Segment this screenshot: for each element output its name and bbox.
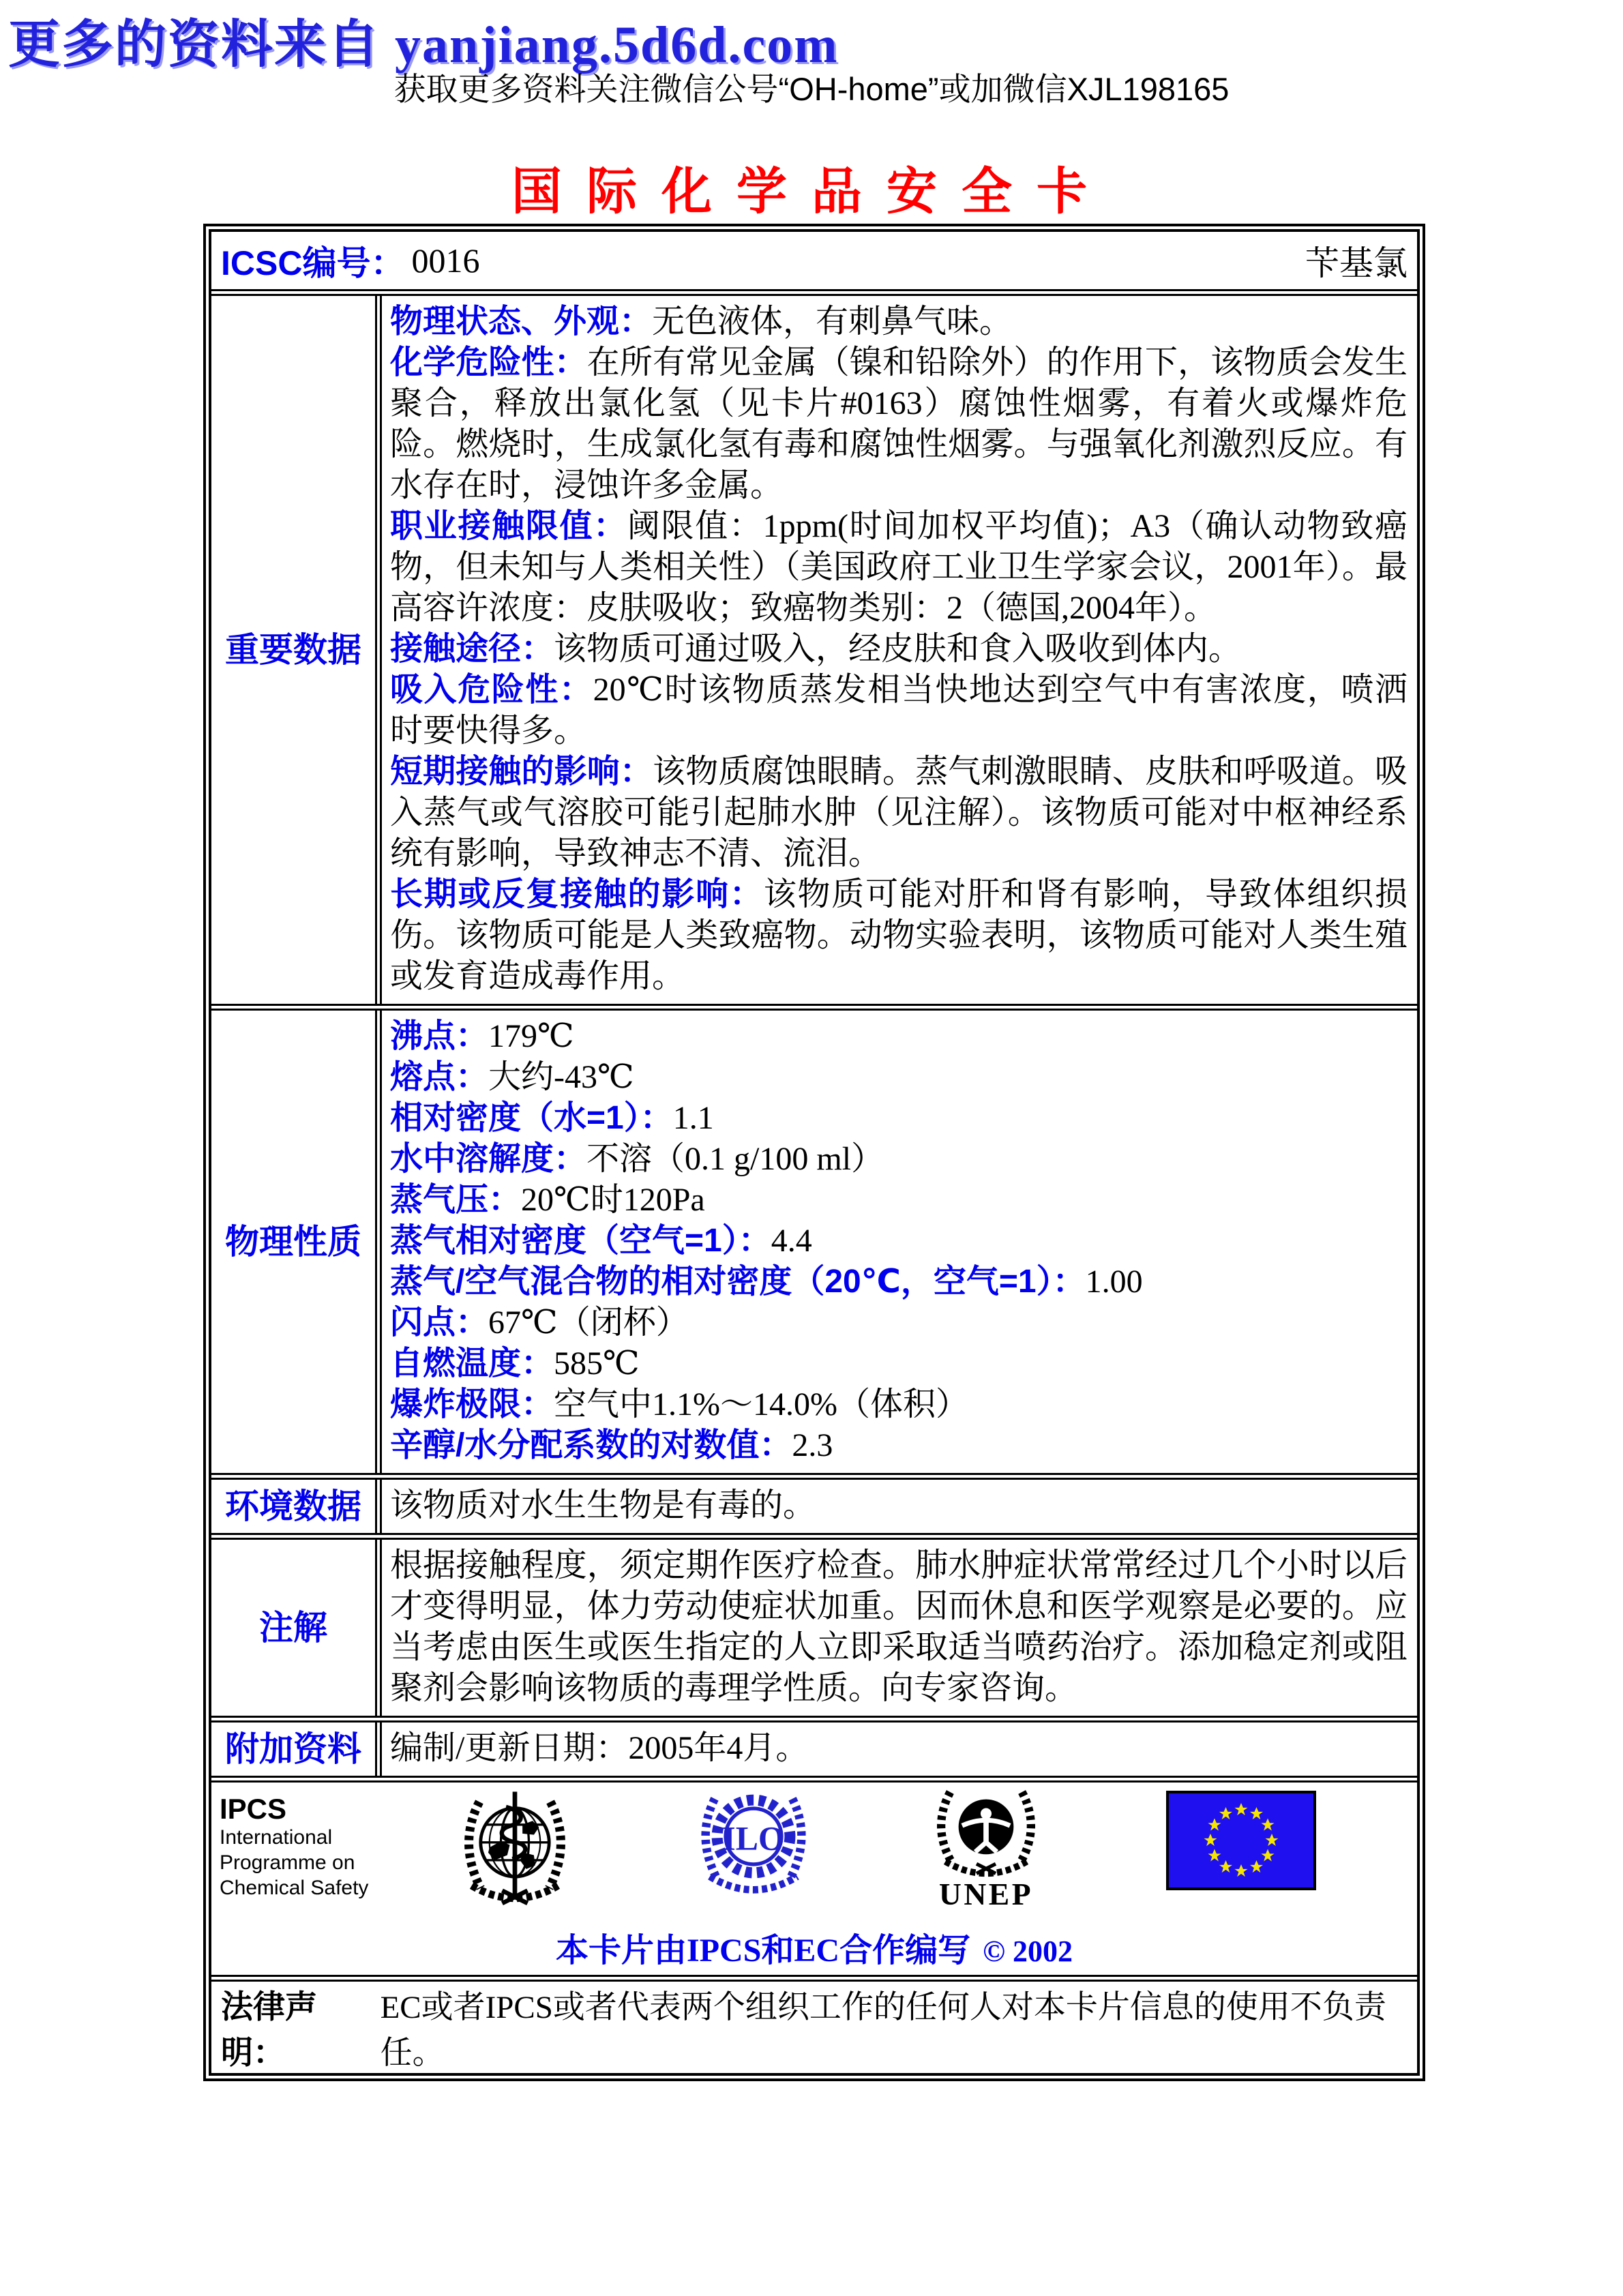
property-explosive-limits (390, 1384, 1408, 1425)
logos-content (211, 1783, 1417, 1975)
property-water-solubility (390, 1139, 1408, 1180)
field-value: 1.00 (1085, 1264, 1143, 1300)
legal-notice-text: EC或者IPCS或者代表两个组织工作的任何人对本卡片信息的使用不负责任。 (380, 1990, 1386, 2071)
field-label: 辛醇/水分配系数的对数值： (390, 1427, 792, 1463)
field-label: 蒸气压： (390, 1182, 522, 1218)
field-value: 阈限值：1ppm(时间加权平均值)；A3（确认动物致癌物，但未知与人类相关性）（美国政府工业卫生学家会议，2001年）。最高容许浓度：皮肤吸收；致癌物类别：2（德国,2004年）。 (390, 508, 1408, 626)
field-label: 蒸气/空气混合物的相对密度（20℃，空气=1）： (390, 1264, 1086, 1300)
property-boiling-point (390, 1016, 1408, 1057)
update-date-text: 编制/更新日期：2005年4月。 (390, 1730, 809, 1766)
ilo-logo-graphic (689, 1787, 818, 1908)
paragraph-physical-state (390, 301, 1408, 342)
field-label: 长期或反复接触的影响： (390, 876, 764, 912)
field-label: 职业接触限值： (390, 508, 627, 544)
field-value: 585℃ (554, 1345, 640, 1382)
unep-logo (926, 1783, 1046, 1913)
paragraph-exposure-routes (390, 629, 1408, 670)
ipcs-line: Chemical Safety (220, 1877, 369, 1899)
ipcs-acronym: IPCS (220, 1793, 287, 1825)
field-value: 该物质可通过吸入，经皮肤和食入吸收到体内。 (554, 631, 1242, 667)
field-value: 该物质腐蚀眼睛。蒸气刺激眼睛、皮肤和呼吸道。吸入蒸气或气溶胶可能引起肺水肿（见注解）。该物质可能对中枢神经系统有影响，导致神志不清、流泪。 (390, 754, 1408, 871)
field-value: 179℃ (488, 1018, 574, 1054)
chemical-name: 苄基氯 (1305, 244, 1408, 282)
ipcs-text-block (220, 1793, 368, 1900)
property-vapor-air-mixture-density (390, 1262, 1408, 1302)
paragraph-chemical-danger (390, 342, 1408, 506)
field-label: 短期接触的影响： (390, 754, 653, 790)
cooperation-text: 本卡片由IPCS和EC合作编写 (556, 1933, 971, 1969)
field-label: 化学危险性： (390, 344, 587, 381)
who-logo-graphic (447, 1787, 583, 1913)
wechat-promo-line: 获取更多资料关注微信公号“OH-home”或加微信XJL198165 (393, 71, 1230, 107)
logos-row (211, 1783, 1417, 1982)
additional-info-row (211, 1723, 1417, 1783)
environmental-data-content (382, 1480, 1417, 1533)
eu-flag (1166, 1791, 1316, 1894)
field-label: 熔点： (390, 1059, 489, 1095)
paragraph-inhalation-risk (390, 670, 1408, 751)
field-label: 接触途径： (390, 631, 554, 667)
notes-content (382, 1540, 1417, 1716)
ilo-logo (689, 1787, 818, 1911)
field-label: 闪点： (390, 1304, 489, 1341)
row-label-physical-properties: 物理性质 (211, 1011, 382, 1473)
safety-card-table (203, 224, 1425, 2081)
paragraph-occupational-limits (390, 506, 1408, 629)
field-value: 1.1 (672, 1100, 714, 1136)
ipcs-line: International (220, 1826, 333, 1849)
field-value: 在所有常见金属（镍和铅除外）的作用下，该物质会发生聚合，释放出氯化氢（见卡片#0163）腐蚀性烟雾，有着火或爆炸危险。燃烧时，生成氯化氢有毒和腐蚀性烟雾。与强氧化剂激烈反应。有水存在时，浸蚀许多金属。 (390, 344, 1408, 503)
field-label: 水中溶解度： (390, 1141, 587, 1177)
icsc-number-row (211, 232, 1417, 296)
field-value: 67℃（闭杯） (488, 1304, 689, 1341)
cooperation-caption (211, 1924, 1417, 1971)
field-value: 无色液体，有刺鼻气味。 (652, 303, 1013, 340)
environmental-statement: 该物质对水生生物是有毒的。 (390, 1487, 816, 1523)
field-value: 不溶（0.1 g/100 ml） (586, 1141, 884, 1177)
unep-wordmark: UNEP (938, 1876, 1034, 1909)
notes-row (211, 1540, 1417, 1723)
field-label: 物理状态、外观： (390, 303, 653, 340)
property-octanol-water-partition (390, 1425, 1408, 1466)
field-label: 爆炸极限： (390, 1386, 554, 1422)
field-value: 2.3 (792, 1427, 833, 1463)
property-relative-density (390, 1098, 1408, 1139)
ipcs-line: Programme on (220, 1851, 355, 1874)
icsc-number-value: 0016 (411, 241, 480, 280)
property-autoignition-temperature (390, 1343, 1408, 1384)
field-label: 相对密度（水=1）： (390, 1100, 673, 1136)
row-label-notes: 注解 (211, 1540, 382, 1716)
field-value: 大约-43℃ (488, 1059, 634, 1095)
paragraph-short-term-effects (390, 751, 1408, 874)
property-vapor-density (390, 1221, 1408, 1262)
property-vapor-pressure (390, 1180, 1408, 1221)
who-logo (447, 1787, 583, 1917)
legal-notice-row (211, 1982, 1417, 2073)
physical-properties-row (211, 1011, 1417, 1480)
property-melting-point (390, 1057, 1408, 1098)
field-value: 空气中1.1%～14.0%（体积） (554, 1386, 968, 1422)
field-value: 20℃时该物质蒸发相当快地达到空气中有害浓度，喷洒时要快得多。 (390, 672, 1408, 749)
site-banner: 更多的资料来自 yanjiang.5d6d.com (8, 16, 839, 74)
row-label-environmental-data: 环境数据 (211, 1480, 382, 1533)
icsc-number-label: ICSC编号： (221, 244, 405, 282)
additional-info-content (382, 1723, 1417, 1776)
field-label: 吸入危险性： (390, 672, 593, 708)
legal-notice-label: 法律声明： (221, 1988, 317, 2070)
paragraph-long-term-effects (390, 874, 1408, 997)
field-label: 沸点： (390, 1018, 489, 1054)
field-value: 20℃时120Pa (521, 1182, 705, 1218)
unep-logo-graphic (926, 1783, 1046, 1909)
property-flash-point (390, 1302, 1408, 1343)
environmental-data-row (211, 1480, 1417, 1540)
page-title: 国际化学品安全卡 (511, 164, 1112, 220)
ilo-monogram: ILO (722, 1819, 785, 1858)
copyright-text: © 2002 (983, 1935, 1073, 1968)
important-data-content (382, 296, 1417, 1004)
field-value: 4.4 (771, 1223, 812, 1259)
field-label: 蒸气相对密度（空气=1）： (390, 1223, 771, 1259)
physical-properties-content (382, 1011, 1417, 1473)
row-label-important-data: 重要数据 (211, 296, 382, 1004)
field-value: 该物质可能对肝和肾有影响，导致体组织损伤。该物质可能是人类致癌物。动物实验表明，该物质可能对人类生殖或发育造成毒作用。 (390, 876, 1408, 994)
row-label-additional-info: 附加资料 (211, 1723, 382, 1776)
notes-text: 根据接触程度，须定期作医疗检查。肺水肿症状常常经过几个小时以后才变得明显，体力劳动使症状加重。因而休息和医学观察是必要的。应当考虑由医生或医生指定的人立即采取适当喷药治疗。添加稳定剂或阻聚剂会影响该物质的毒理学性质。向专家咨询。 (390, 1547, 1408, 1706)
field-label: 自燃温度： (390, 1345, 554, 1382)
eu-flag-graphic (1166, 1791, 1316, 1890)
important-data-row (211, 296, 1417, 1011)
